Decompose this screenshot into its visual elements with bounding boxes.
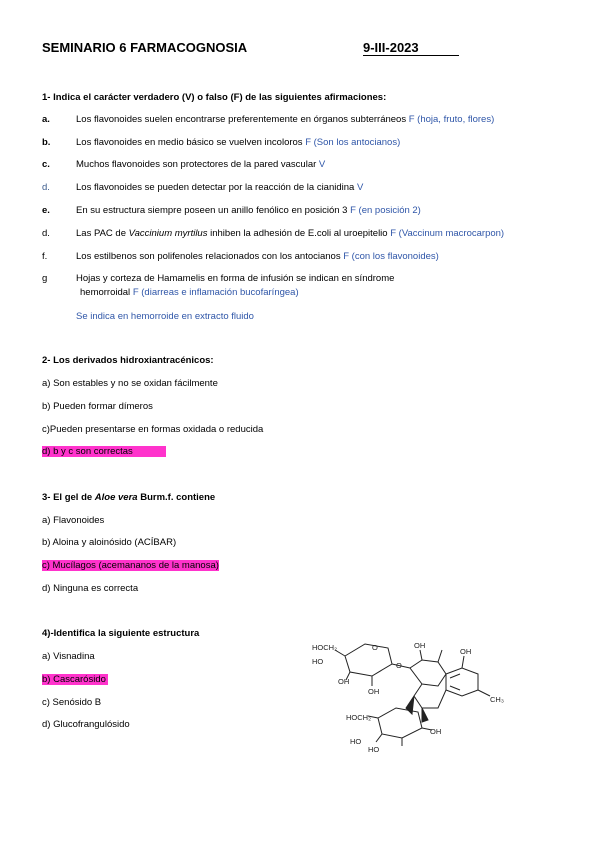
q1-item-answer: F (Son los antocianos)	[305, 137, 401, 148]
q3-option-correct: c) Mucílagos (acemananos de la manosa)	[42, 560, 219, 571]
structure-label: CH₃	[490, 695, 504, 704]
q1-item	[76, 251, 439, 262]
q2-option-correct: d) b y c son correctas	[42, 446, 166, 457]
q2-question: 2- Los derivados hidroxiantracénicos:	[42, 355, 214, 366]
q3-option: d) Ninguna es correcta	[42, 583, 139, 594]
structure-label: HO	[368, 745, 380, 753]
q1-item-letter: e.	[42, 205, 50, 216]
date-label: 9-III-2023	[363, 40, 459, 56]
q1-item-letter: a.	[42, 114, 50, 125]
q1-item	[76, 182, 363, 193]
page-title: SEMINARIO 6 FARMACOGNOSIA	[42, 40, 248, 55]
q3-question-text: Burm.f. contiene	[137, 492, 216, 503]
q3-option: a) Flavonoides	[42, 515, 105, 526]
q1-item-text: Las PAC de	[76, 228, 129, 239]
q4-option: c) Senósido B	[42, 697, 102, 708]
q1-item-text: Los flavonoides suelen encontrarse preferentemente en órganos subterráneos	[76, 114, 409, 125]
q1-item-answer: F (diarreas e inflamación bucofaríngea)	[132, 287, 299, 298]
q1-item-text: hemorroidal	[80, 287, 133, 298]
q1-question: 1- Indica el carácter verdadero (V) o falso (F) de las siguientes afirmaciones:	[42, 92, 387, 103]
q2-option: c)Pueden presentarse en formas oxidada o reducida	[42, 424, 264, 435]
structure-label: HO	[350, 737, 362, 746]
q1-item-letter: f.	[42, 251, 48, 262]
q3-question	[42, 492, 215, 503]
q1-item-letter: c.	[42, 159, 50, 170]
q1-item-text: inhiben la adhesión de E.coli al uroepitelio	[207, 228, 391, 239]
q1-item-letter: b.	[42, 137, 51, 148]
structure-label: HOCH₂	[312, 643, 337, 652]
q1-item	[76, 205, 421, 216]
q1-item-answer: V	[318, 159, 326, 170]
q1-item-text: Hojas y corteza de Hamamelis en forma de infusión se indican en síndrome	[76, 273, 395, 284]
structure-label: OH	[414, 641, 426, 650]
q3-question-species: Aloe vera	[94, 492, 138, 503]
q4-question: 4)-Identifica la siguiente estructura	[42, 628, 200, 639]
q1-item-letter: d.	[42, 182, 50, 193]
structure-label: HOCH₂	[346, 713, 371, 722]
structure-label: OH	[338, 677, 350, 686]
q1-item-species: Vaccinium myrtilus	[128, 228, 208, 239]
q1-item-text: Los flavonoides en medio básico se vuelven incoloros	[76, 137, 306, 148]
structure-label: OH	[368, 687, 380, 696]
q1-item-text: En su estructura siempre poseen un anillo fenólico en posición 3	[76, 205, 351, 216]
q1-item-answer: V	[356, 182, 364, 193]
structure-label: O	[372, 643, 378, 652]
q1-item-text: Los flavonoides se pueden detectar por la reacción de la cianidina	[76, 182, 357, 193]
q1-item	[76, 159, 325, 170]
q3-option: b) Aloina y aloinósido (ACÍBAR)	[42, 537, 177, 548]
q4-option: d) Glucofrangulósido	[42, 719, 130, 730]
structure-label: OH	[460, 647, 472, 656]
q1-item	[76, 228, 504, 239]
q1-note: Se indica en hemorroide en extracto fluido	[76, 311, 254, 322]
q1-item-answer: F (Vaccinum macrocarpon)	[390, 228, 505, 239]
q3-question-text: 3- El gel de	[42, 492, 95, 503]
q1-item-answer: F (hoja, fruto, flores)	[408, 114, 495, 125]
q4-option: a) Visnadina	[42, 651, 95, 662]
structure-label: OH	[430, 727, 442, 736]
structure-label: O	[396, 661, 402, 670]
q2-option: a) Son estables y no se oxidan fácilmente	[42, 378, 218, 389]
q1-item-answer: F (en posición 2)	[350, 205, 421, 216]
structure-label: HO	[312, 657, 324, 666]
q1-item-answer: F (con los flavonoides)	[343, 251, 439, 262]
q1-item	[76, 137, 400, 148]
q1-item-text: Los estilbenos son polifenoles relacionados con los antocianos	[76, 251, 344, 262]
q1-item-text: Muchos flavonoides son protectores de la pared vascular	[76, 159, 319, 170]
q4-option-correct: b) Cascarósido	[42, 674, 108, 685]
q1-item	[76, 114, 494, 125]
q1-item	[80, 287, 299, 298]
q2-option: b) Pueden formar dímeros	[42, 401, 153, 412]
chemical-structure	[310, 638, 510, 753]
q1-item-letter: g	[42, 273, 48, 284]
q1-item-letter: d.	[42, 228, 50, 239]
